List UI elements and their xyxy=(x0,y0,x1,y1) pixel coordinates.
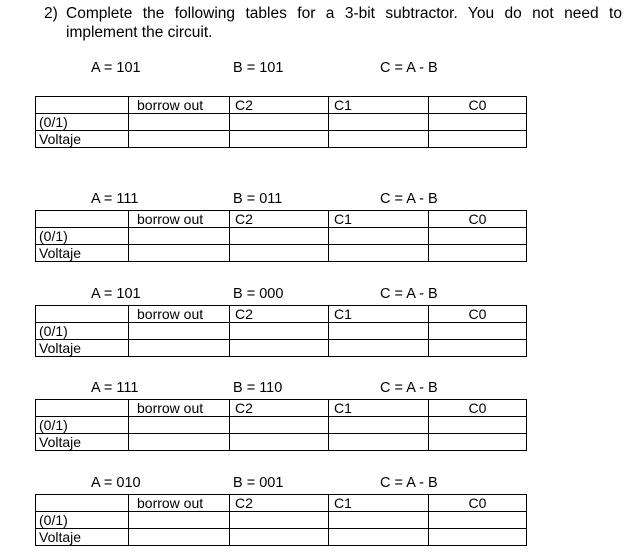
binary-row-label: (0/1) xyxy=(36,512,129,529)
result-c: C = A - B xyxy=(380,380,438,396)
binary-row xyxy=(36,417,527,434)
borrow-out-header: borrow out xyxy=(129,495,230,512)
c2-header: C2 xyxy=(230,211,329,228)
voltage-row-label: Voltaje xyxy=(36,131,129,148)
question-line-1: Complete the following tables for a 3-bit subtractor. You do not need to xyxy=(66,5,622,22)
c2-binary-cell[interactable] xyxy=(230,417,329,434)
operand-a: A = 111 xyxy=(91,191,139,207)
result-c: C = A - B xyxy=(380,286,438,302)
binary-row xyxy=(36,512,527,529)
operand-a: A = 101 xyxy=(91,286,141,302)
binary-row-label: (0/1) xyxy=(36,417,129,434)
blank-cell xyxy=(36,400,129,417)
result-c: C = A - B xyxy=(380,475,438,491)
c1-voltage-cell[interactable] xyxy=(329,434,429,451)
c0-voltage-cell[interactable] xyxy=(429,434,527,451)
truth-table xyxy=(35,210,527,262)
c1-header: C1 xyxy=(329,211,429,228)
c0-voltage-cell[interactable] xyxy=(429,131,527,148)
c2-header: C2 xyxy=(230,306,329,323)
operand-a: A = 101 xyxy=(91,60,141,76)
c2-voltage-cell[interactable] xyxy=(230,131,329,148)
c0-header: C0 xyxy=(429,306,527,323)
operand-b: B = 001 xyxy=(233,475,284,491)
voltage-row-label: Voltaje xyxy=(36,245,129,262)
c1-binary-cell[interactable] xyxy=(329,323,429,340)
c0-header: C0 xyxy=(429,211,527,228)
blank-cell xyxy=(36,211,129,228)
blank-cell xyxy=(36,97,129,114)
c2-binary-cell[interactable] xyxy=(230,512,329,529)
c0-binary-cell[interactable] xyxy=(429,114,527,131)
voltage-row xyxy=(36,529,527,546)
result-c: C = A - B xyxy=(380,60,438,76)
c2-voltage-cell[interactable] xyxy=(230,434,329,451)
voltage-row-label: Voltaje xyxy=(36,340,129,357)
borrow-out-voltage-cell[interactable] xyxy=(129,434,230,451)
binary-row-label: (0/1) xyxy=(36,323,129,340)
c0-voltage-cell[interactable] xyxy=(429,529,527,546)
binary-row xyxy=(36,114,527,131)
c1-voltage-cell[interactable] xyxy=(329,529,429,546)
borrow-out-header: borrow out xyxy=(129,211,230,228)
c0-binary-cell[interactable] xyxy=(429,512,527,529)
result-c: C = A - B xyxy=(380,191,438,207)
header-row xyxy=(36,306,527,323)
c1-voltage-cell[interactable] xyxy=(329,245,429,262)
c2-binary-cell[interactable] xyxy=(230,228,329,245)
c1-binary-cell[interactable] xyxy=(329,114,429,131)
c2-header: C2 xyxy=(230,400,329,417)
binary-row-label: (0/1) xyxy=(36,114,129,131)
header-row xyxy=(36,211,527,228)
borrow-out-voltage-cell[interactable] xyxy=(129,529,230,546)
c2-header: C2 xyxy=(230,495,329,512)
borrow-out-binary-cell[interactable] xyxy=(129,114,230,131)
c1-voltage-cell[interactable] xyxy=(329,340,429,357)
header-row xyxy=(36,97,527,114)
borrow-out-header: borrow out xyxy=(129,400,230,417)
c1-header: C1 xyxy=(329,495,429,512)
c2-header: C2 xyxy=(230,97,329,114)
c1-binary-cell[interactable] xyxy=(329,417,429,434)
c2-binary-cell[interactable] xyxy=(230,114,329,131)
blank-cell xyxy=(36,306,129,323)
operand-b: B = 101 xyxy=(233,60,284,76)
c0-binary-cell[interactable] xyxy=(429,228,527,245)
binary-row xyxy=(36,228,527,245)
borrow-out-voltage-cell[interactable] xyxy=(129,245,230,262)
operand-b: B = 000 xyxy=(233,286,284,302)
c1-binary-cell[interactable] xyxy=(329,228,429,245)
voltage-row xyxy=(36,434,527,451)
borrow-out-binary-cell[interactable] xyxy=(129,512,230,529)
c1-binary-cell[interactable] xyxy=(329,512,429,529)
borrow-out-voltage-cell[interactable] xyxy=(129,340,230,357)
c0-binary-cell[interactable] xyxy=(429,323,527,340)
operand-a: A = 010 xyxy=(91,475,141,491)
voltage-row-label: Voltaje xyxy=(36,434,129,451)
borrow-out-binary-cell[interactable] xyxy=(129,417,230,434)
c1-header: C1 xyxy=(329,400,429,417)
c2-voltage-cell[interactable] xyxy=(230,529,329,546)
borrow-out-header: borrow out xyxy=(129,306,230,323)
blank-cell xyxy=(36,495,129,512)
c2-voltage-cell[interactable] xyxy=(230,340,329,357)
truth-table xyxy=(35,399,527,451)
truth-table xyxy=(35,96,527,148)
borrow-out-binary-cell[interactable] xyxy=(129,228,230,245)
truth-table xyxy=(35,305,527,357)
question-line-2: implement the circuit. xyxy=(66,24,213,41)
borrow-out-binary-cell[interactable] xyxy=(129,323,230,340)
c1-voltage-cell[interactable] xyxy=(329,131,429,148)
header-row xyxy=(36,495,527,512)
header-row xyxy=(36,400,527,417)
c1-header: C1 xyxy=(329,306,429,323)
c2-voltage-cell[interactable] xyxy=(230,245,329,262)
c0-header: C0 xyxy=(429,495,527,512)
truth-table xyxy=(35,494,527,546)
binary-row-label: (0/1) xyxy=(36,228,129,245)
operand-b: B = 110 xyxy=(233,380,283,396)
binary-row xyxy=(36,323,527,340)
question-number: 2) xyxy=(44,5,58,22)
c0-header: C0 xyxy=(429,400,527,417)
voltage-row xyxy=(36,245,527,262)
operand-b: B = 011 xyxy=(233,191,283,207)
c0-binary-cell[interactable] xyxy=(429,417,527,434)
voltage-row-label: Voltaje xyxy=(36,529,129,546)
borrow-out-voltage-cell[interactable] xyxy=(129,131,230,148)
c1-header: C1 xyxy=(329,97,429,114)
c2-binary-cell[interactable] xyxy=(230,323,329,340)
c0-header: C0 xyxy=(429,97,527,114)
operand-a: A = 111 xyxy=(91,380,139,396)
voltage-row xyxy=(36,131,527,148)
c0-voltage-cell[interactable] xyxy=(429,245,527,262)
c0-voltage-cell[interactable] xyxy=(429,340,527,357)
voltage-row xyxy=(36,340,527,357)
borrow-out-header: borrow out xyxy=(129,97,230,114)
